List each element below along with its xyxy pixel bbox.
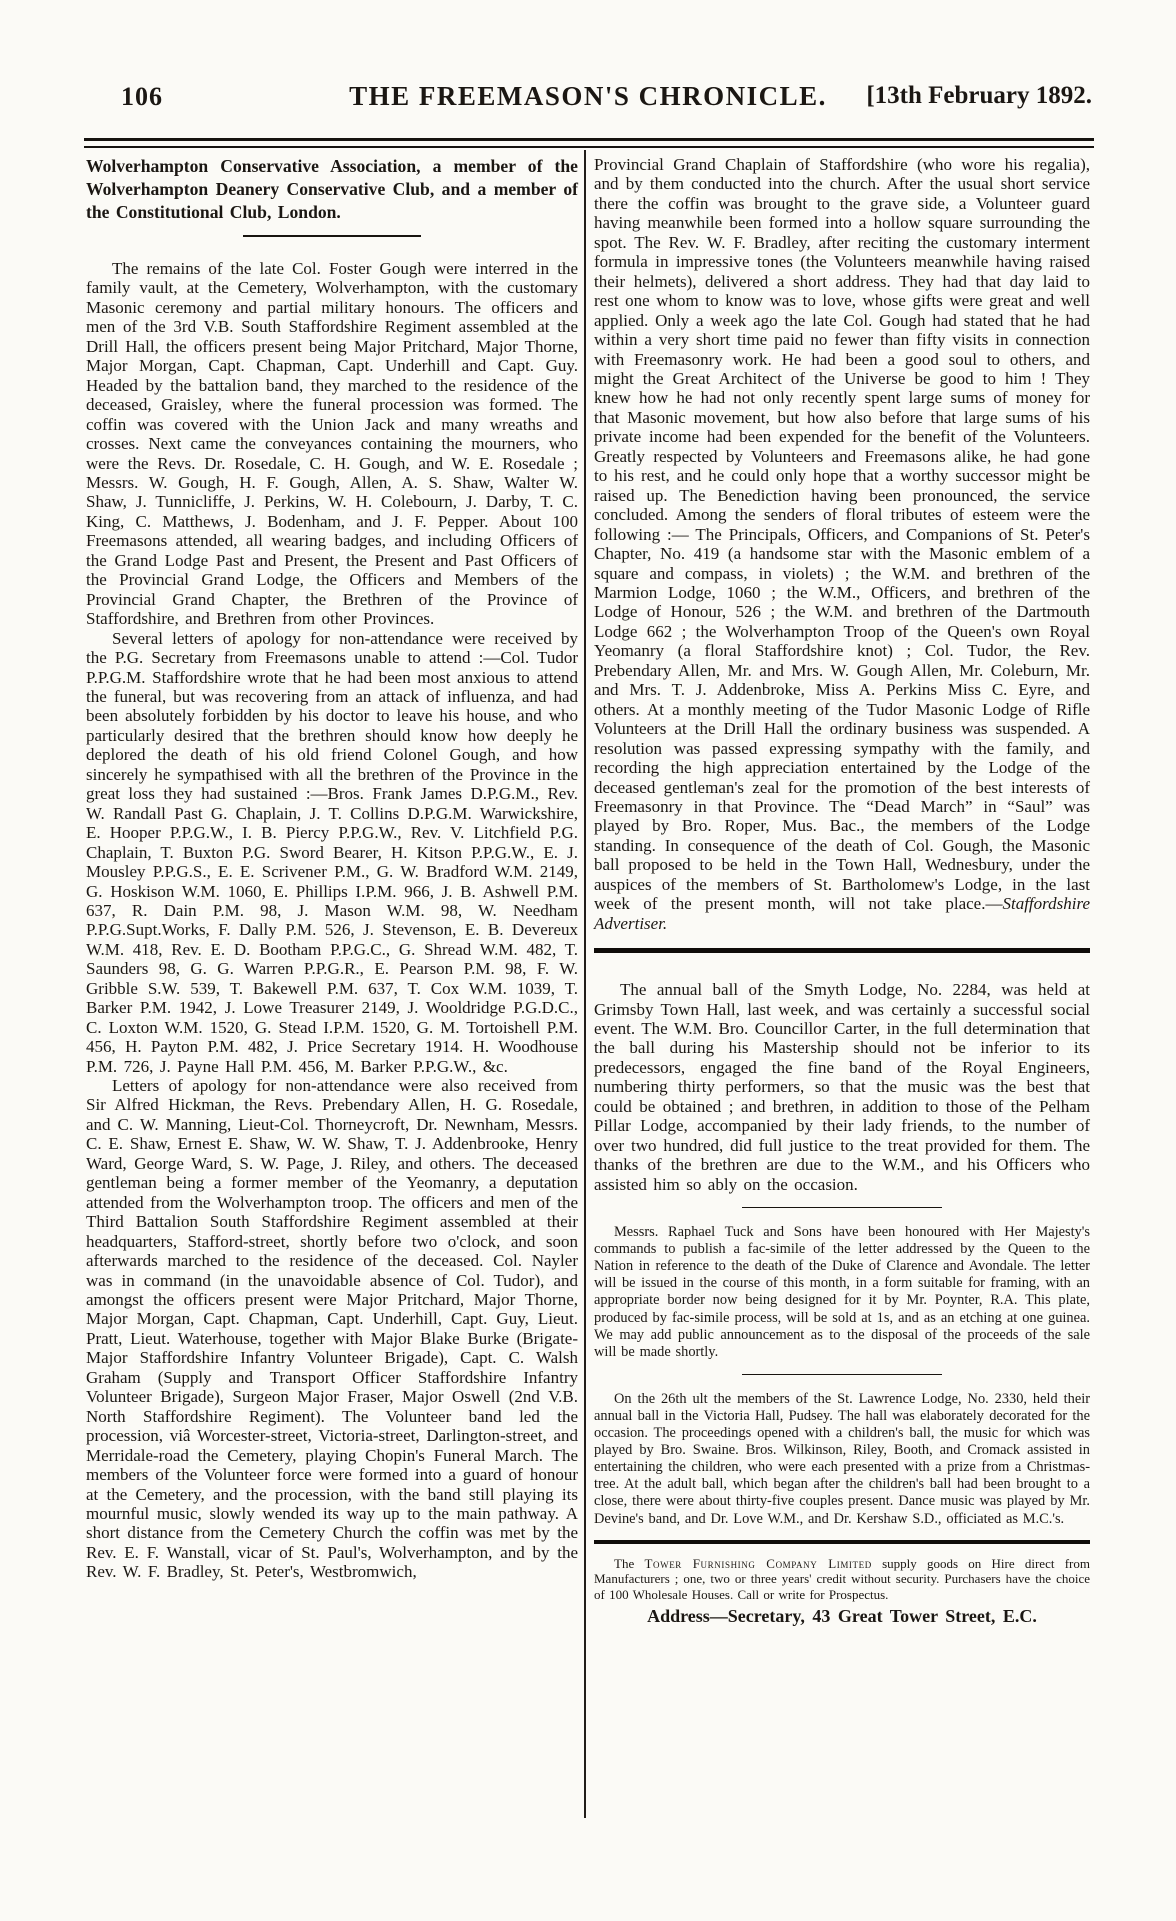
advert-divider-bar — [594, 1540, 1090, 1544]
page-number: 106 — [121, 82, 163, 111]
publication-title: THE FREEMASON'S CHRONICLE. — [349, 81, 827, 111]
masthead-rule — [84, 138, 1094, 148]
right-column — [594, 155, 1090, 1627]
issue-date: [13th February 1892. — [866, 82, 1092, 109]
continuation-paragraph: Wolverhampton Conservative Association, a member of the Wolverhampton Deanery Conservative Club, and a member of the Constitutional Club, London. — [86, 156, 578, 222]
section-rule — [742, 1374, 942, 1375]
advert-body: The Tower Furnishing Company Limited supply goods on Hire direct from Manufacturers ; one, two or three years' credit without security. Purchasers have the choice of 100 Wholesale Houses. Call or write for Prospectus. — [594, 1555, 1090, 1603]
article-paragraph-st-lawrence: On the 26th ult the members of the St. Lawrence Lodge, No. 2330, held their annual ball in the Victoria Hall, Pudsey. The hall was elaborately decorated for the occasion. The proceedings opened with a children's ball, the music for which was played by Bro. Swaine. Bros. Wilkinson, Riley, Booth, and Cromack assisted in entertaining the children, who were each presented with a prize from a Christmas-tree. At the adult ball, which began after the children's ball had been brought to a close, there were about thirty-five couples present. Dance music was played by Mr. Devine's band, and Dr. Love W.M., and Dr. Kershaw S.D., officiated as M.C.'s. — [594, 1390, 1090, 1527]
article-divider-bar — [594, 948, 1090, 953]
article-paragraph-apologies: Several letters of apology for non-attendance were received by the P.G. Secretary from Freemasons unable to attend :—Col. Tudor P.P.G.M. Staffordshire wrote that he had been most anxious to attend the funeral, but was recovering from an attack of influenza, and had been absolutely forbidden by his doctor to leave his house, and who particularly desired that the brethren should know how deeply he deplored the death of his old friend Colonel Gough, and how sincerely he sympathised with all the brethren of the Province in the great loss they had sustained :—Bros. Frank James D.P.G.M., Rev. W. Randall Past G. Chaplain, J. T. Collins D.P.G.M. Warwickshire, E. Hooper P.P.G.W., I. B. Piercy P.P.G.W., Rev. V. Litchfield P.G. Chaplain, T. Buxton P.G. Sword Bearer, H. Kitson P.P.G.W., E. J. Mousley P.P.G.S., E. E. Scrivener P.M., G. W. Bradford W.M. 2149, G. Hoskison W.M. 1060, E. Phillips I.P.M. 966, J. B. Ashwell P.M. 637, R. Dain P.M. 98, J. Mason W.M. 98, W. Needham P.P.G.Supt.Works, F. Dally P.M. 526, J. Stevenson, E. B. Devereux W.M. 418, Rev. E. D. Bootham P.P.G.C., G. Shread W.M. 482, T. Saunders 98, G. G. Warren P.P.G.R., E. Pearson P.M. 98, F. W. Gribble S.W. 539, T. Bakewell P.M. 637, T. Cox W.M. 1039, T. Barker P.M. 1942, J. Lowe Treasurer 2149, J. Wooldridge P.G.D.C., C. Loxton W.M. 1520, G. Stead I.P.M. 1520, G. M. Tortoishell P.M. 456, H. Payton P.M. 482, J. Price Secretary 1914. H. Woodhouse P.M. 726, J. Payne Hall P.M. 456, M. Barker P.P.G.W., &c. — [86, 628, 578, 1076]
section-rule — [742, 1207, 942, 1208]
article-paragraph-letters: Letters of apology for non-attendance were also received from Sir Alfred Hickman, the Revs. Prebendary Allen, H. G. Rosedale, and C. W. Manning, Lieut-Col. Thorneycroft, Dr. Newnham, Messrs. C. E. Shaw, Ernest E. Shaw, W. W. Shaw, T. J. Addenbrooke, Henry Ward, George Ward, S. W. Page, J. Riley, and others. The deceased gentleman being a former member of the Yeomanry, a deputation attended from the Wolverhampton troop. The officers and men of the Third Battalion South Staffordshire Regiment assembled at their headquarters, Stafford-street, shortly before two o'clock, and soon afterwards marched to the residence of the deceased. Col. Nayler was in command (in the unavoidable absence of Col. Tudor), and amongst the officers present were Major Pritchard, Major Thorne, Major Morgan, Capt. Chapman, Capt. Underhill, Capt. Guy, Lieut. Pratt, Lieut. Waterhouse, together with Major Blake Burke (Brigate-Major Staffordshire Infantry Volunteer Brigade), Capt. C. Walsh Graham (Supply and Transport Officer Staffordshire Infantry Volunteer Brigade), Surgeon Major Fraser, Major Oswell (2nd V.B. North Staffordshire Regiment). The Volunteer band led the procession, viâ Worcester-street, Victoria-street, Darlington-street, and Merridale-road the Cemetery, playing Chopin's Funeral March. The members of the Volunteer force were formed into a guard of honour at the Cemetery, and the procession, with the band still playing its mournful music, slowly wended its way up to the main pathway. A short distance from the Cemetery Church the coffin was met by the Rev. E. F. Wanstall, vicar of St. Paul's, Wolverhampton, and by the Rev. W. F. Bradley, St. Peter's, Westbromwich, — [86, 1076, 578, 1582]
column-divider — [584, 150, 586, 1818]
article-paragraph-remains: The remains of the late Col. Foster Gough were interred in the family vault, at the Cemetery, Wolverhampton, with the customary Masonic ceremony and partial military honours. The officers and men of the 3rd V.B. South Staffordshire Regiment assembled at the Drill Hall, the officers present being Major Pritchard, Major Thorne, Major Morgan, Capt. Chapman, Capt. Underhill and Capt. Guy. Headed by the battalion band, they marched to the residence of the deceased, Graisley, where the funeral procession was formed. The coffin was covered with the Union Jack and many wreaths and crosses. Next came the conveyances containing the mourners, who were the Revs. Dr. Rosedale, C. H. Gough, and W. E. Rosedale ; Messrs. W. Gough, H. F. Gough, Allen, A. S. Shaw, Walter W. Shaw, J. Tunnicliffe, J. Perkins, W. H. Colebourn, J. Darby, T. C. King, C. Matthews, J. Bodenham, and J. F. Pepper. About 100 Freemasons attended, all wearing badges, and including Officers of the Grand Lodge Past and Present, the Present and Past Officers of the Provincial Grand Lodge, the Officers and Members of the Provincial Grand Chapter, the Brethren of the Province of Staffordshire, and Brethren from other Provinces. — [86, 259, 578, 629]
advert-address: Address—Secretary, 43 Great Tower Street, E.C. — [647, 1605, 1037, 1626]
source-attribution: Staffordshire Advertiser. — [594, 894, 1090, 933]
continuation-paragraph-funeral: Provincial Grand Chaplain of Staffordshire (who wore his regalia), and by them conducted into the church. After the usual short service there the coffin was brought to the grave side, a Volunteer guard having meanwhile been formed into a hollow square surrounding the spot. The Rev. W. F. Bradley, after reciting the customary interment formula in impressive tones (the Volunteers meanwhile having raised their helmets), delivered a short address. They had that day laid to rest one whom to know was to love, whose gifts were great and well applied. Only a week ago the late Col. Gough had stated that he had within a very short time paid no fewer than fifty visits in connection with Freemasonry work. He had been a good soul to others, and might the Great Architect of the Universe be good to him ! They knew how he had not only recently spent large sums of money for that Masonic movement, but how also before that large sums of his private income had been expended for the benefit of the Volunteers. Greatly respected by Volunteers and Freemasons alike, he had gone to his rest, and he could only hope that a worthy successor might be raised up. The Benediction having been pronounced, the service concluded. Among the senders of floral tributes of esteem were the following :— The Principals, Officers, and Companions of St. Peter's Chapter, No. 419 (a handsome star with the Masonic emblem of a square and compass, in violets) ; the W.M. and brethren of the Marmion Lodge, 1060 ; the W.M., Officers, and brethren of the Lodge of Honour, 526 ; the W.M. and brethren of the Dartmouth Lodge 662 ; the Wolverhampton Troop of the Queen's own Royal Yeomanry (a floral Staffordshire knot) ; Col. Tudor, the Rev. Prebendary Allen, Mr. and Mrs. W. Gough Allen, Mr. Coleburn, Mr. and Mrs. T. J. Addenbroke, Miss A. Perkins Miss C. Eyre, and others. At a monthly meeting of the Tudor Masonic Lodge of Rifle Volunteers at the Drill Hall the ordinary business was suspended. A resolution was passed expressing sympathy with the family, and recording the high appreciation entertained by the Lodge of the deceased gentleman's zeal for the promotion of the best interests of Freemasonry in that Province. The “Dead March” in “Saul” was played by Bro. Roper, Mus. Bac., the members of the Lodge standing. In consequence of the death of Col. Gough, the Masonic ball proposed to be held in the Town Hall, Wednesbury, under the auspices of the members of St. Bartholomew's Lodge, in the last week of the present month, will not take place.—Staffordshire Advertiser. — [594, 155, 1090, 933]
article-paragraph-smyth-ball: The annual ball of the Smyth Lodge, No. 2284, was held at Grimsby Town Hall, last week, and was certainly a successful social event. The W.M. Bro. Councillor Carter, in the full determination that the ball during his Mastership should not be inferior to its predecessors, engaged the fine band of the Royal Engineers, numbering thirty performers, so that the music was the best that could be obtained ; and brethren, in addition to those of the Pelham Pillar Lodge, accompanied by their lady friends, to the number of over two hundred, did full justice to the treat provided for them. The thanks of the brethren are due to the W.M., and his Officers who assisted him so ably on the occasion. — [594, 980, 1090, 1194]
article-paragraph-raphael-tuck: Messrs. Raphael Tuck and Sons have been honoured with Her Majesty's commands to publish a fac-simile of the letter addressed by the Queen to the Nation in reference to the death of the Duke of Clarence and Avondale. The letter will be issued in the course of this month, in a form suitable for framing, with an appropriate border now being designed for it by Mr. Poynter, R.A. This plate, produced by fac-simile process, will be sold at 1s, and as an etching at one guinea. We may add public announcement as to the disposal of the proceeds of the sale will be made shortly. — [594, 1224, 1090, 1360]
section-rule — [243, 235, 421, 237]
left-column — [86, 155, 578, 1582]
advert-company-name: Tower Furnishing Company Limited — [644, 1555, 872, 1571]
